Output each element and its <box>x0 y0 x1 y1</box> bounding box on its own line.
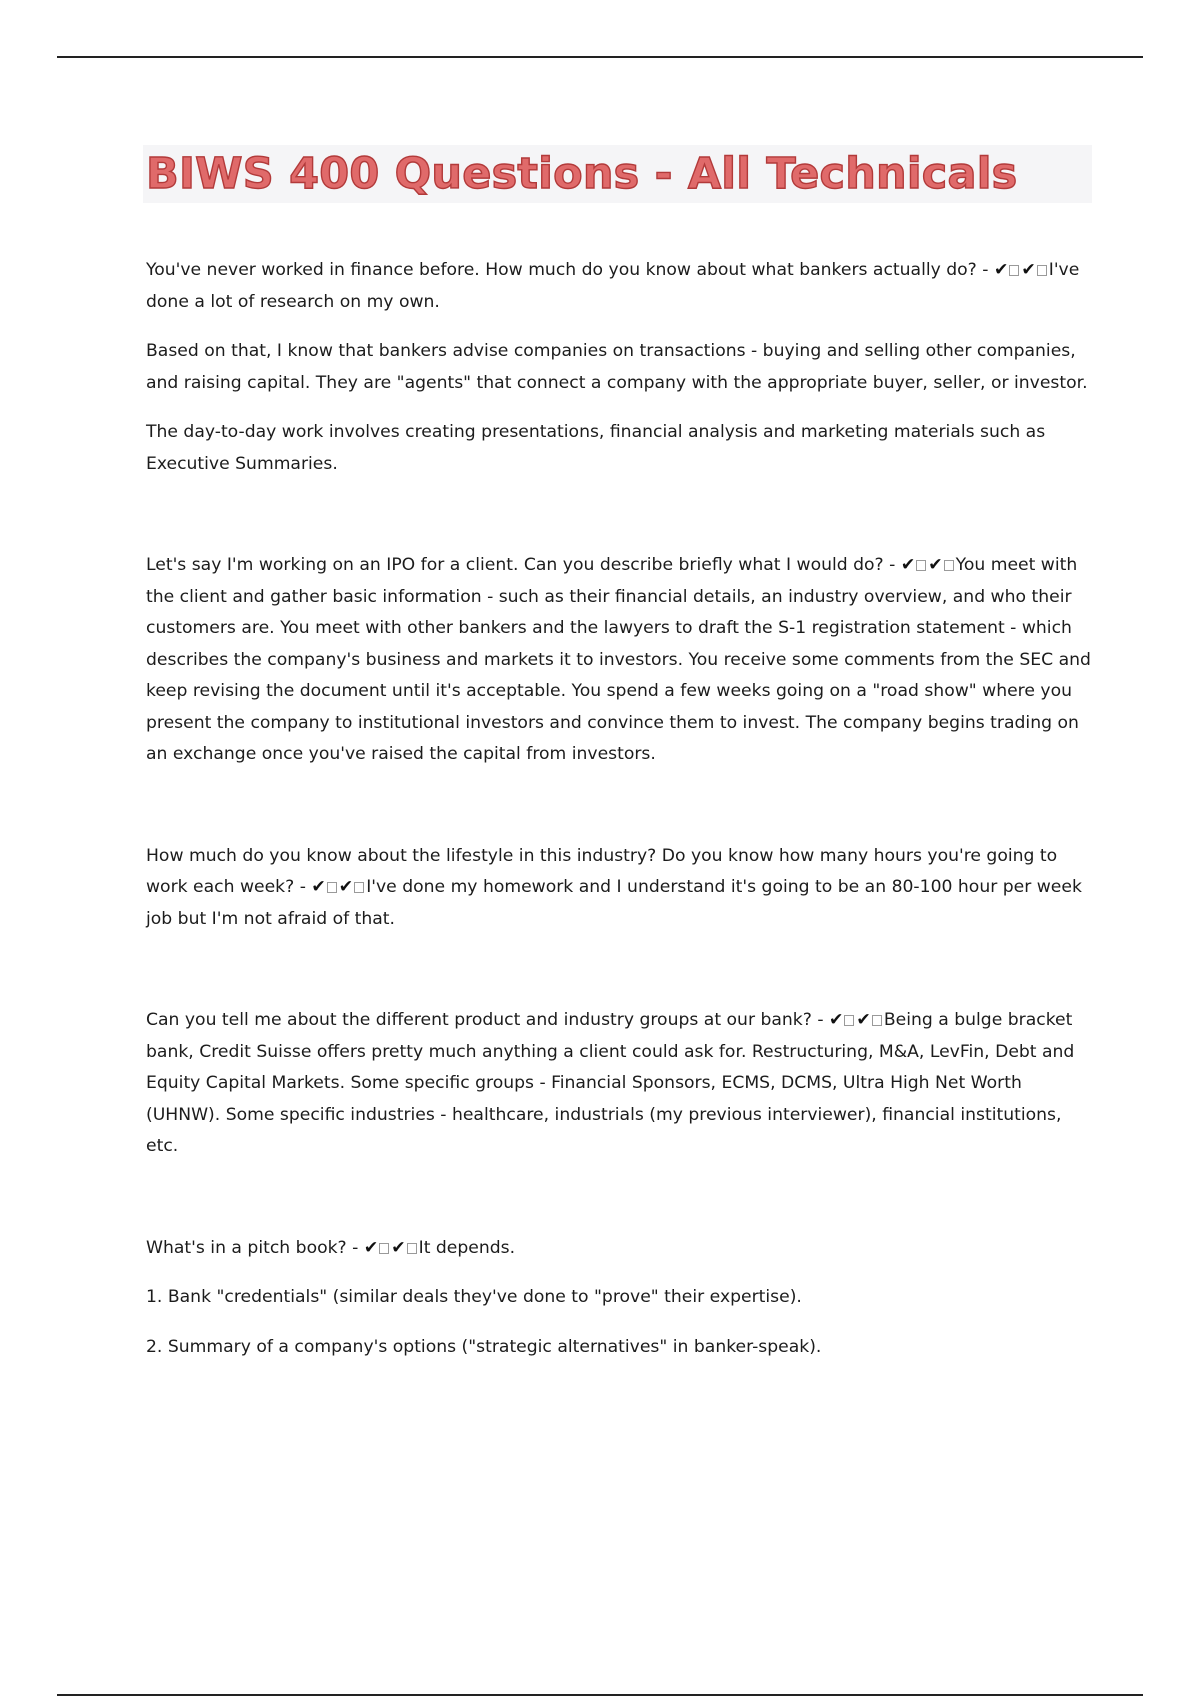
answer-text: It depends. <box>418 1237 516 1258</box>
check-icon: ✔ <box>311 877 326 897</box>
question-text: Can you tell me about the different product and industry groups at our bank? - <box>146 1010 824 1030</box>
missing-glyph-icon <box>1009 265 1019 276</box>
check-icon: ✔ <box>391 1237 406 1258</box>
missing-glyph-icon <box>872 1015 882 1026</box>
header-rule <box>57 56 1143 58</box>
question-text: What's in a pitch book? - <box>146 1237 359 1258</box>
missing-glyph-icon <box>1037 265 1047 276</box>
answer-text: Being a bulge bracket bank, Credit Suisse offers pretty much anything a client could ask for. Restructuring, M&A, LevFin, Debt and Equity Capital Markets. Some specific groups - Financial Sponsors, ECMS, DCMS, Ultra High Net Worth (UHNW). Some specific industries - healthcare, industrials (my previous interviewer), financial institutions, etc. <box>146 1010 1075 1156</box>
footer-rule <box>57 1694 1143 1696</box>
answer-paragraph: Based on that, I know that bankers advise companies on transactions - buying and selling other companies, and raising capital. They are "agents" that connect a company with the appropriate buyer, seller, or investor. <box>146 341 1088 393</box>
check-icon: ✔ <box>1021 260 1036 280</box>
missing-glyph-icon <box>944 560 954 571</box>
answer-paragraph: The day-to-day work involves creating presentations, financial analysis and marketing materials such as Executive Summaries. <box>146 422 1046 474</box>
check-icon: ✔ <box>900 555 916 575</box>
document-title: BIWS 400 Questions - All Technicals <box>146 149 1018 199</box>
missing-glyph-icon <box>379 1243 389 1254</box>
qa-item-1 <box>146 255 1091 318</box>
check-icon: ✔ <box>829 1010 844 1030</box>
missing-glyph-icon <box>916 560 926 571</box>
qa-item-2 <box>146 550 1091 771</box>
answer-text: I've done a lot of research on my own. <box>146 260 1080 312</box>
answer-text: You meet with the client and gather basic information - such as their financial details, an industry overview, and who their customers are. You meet with other bankers and the lawyers to draft the S-1 registration statement - which describes the company's business and markets it to investors. You receive some comments from the SEC and keep revising the document until it's acceptable. You spend a few weeks going on a "road show" where you present the company to institutional investors and convince them to invest. The company begins trading on an exchange once you've raised the capital from investors. <box>146 555 1091 764</box>
document-body <box>146 255 1091 1363</box>
check-icon: ✔ <box>338 877 354 897</box>
missing-glyph-icon <box>844 1015 854 1026</box>
question-text: You've never worked in finance before. How much do you know about what bankers actually do? - <box>146 260 989 280</box>
question-text: How much do you know about the lifestyle in this industry? Do you know how many hours you're going to work each week? - <box>146 845 1058 897</box>
list-item: 1. Bank "credentials" (similar deals they've done to "prove" their expertise). <box>146 1287 802 1307</box>
check-icon: ✔ <box>928 555 943 575</box>
missing-glyph-icon <box>327 882 337 893</box>
missing-glyph-icon <box>354 882 364 893</box>
qa-item-3 <box>146 841 1091 936</box>
question-text: Let's say I'm working on an IPO for a client. Can you describe briefly what I would do? - <box>146 555 896 575</box>
answer-text: I've done my homework and I understand it's going to be an 80-100 hour per week job but I'm not afraid of that. <box>146 877 1082 929</box>
check-icon: ✔ <box>993 260 1009 280</box>
check-icon: ✔ <box>856 1010 871 1030</box>
missing-glyph-icon <box>407 1243 417 1254</box>
qa-item-4 <box>146 1005 1091 1163</box>
list-item: 2. Summary of a company's options ("strategic alternatives" in banker-speak). <box>146 1336 822 1357</box>
check-icon: ✔ <box>363 1237 379 1258</box>
qa-item-5 <box>146 1233 1091 1265</box>
